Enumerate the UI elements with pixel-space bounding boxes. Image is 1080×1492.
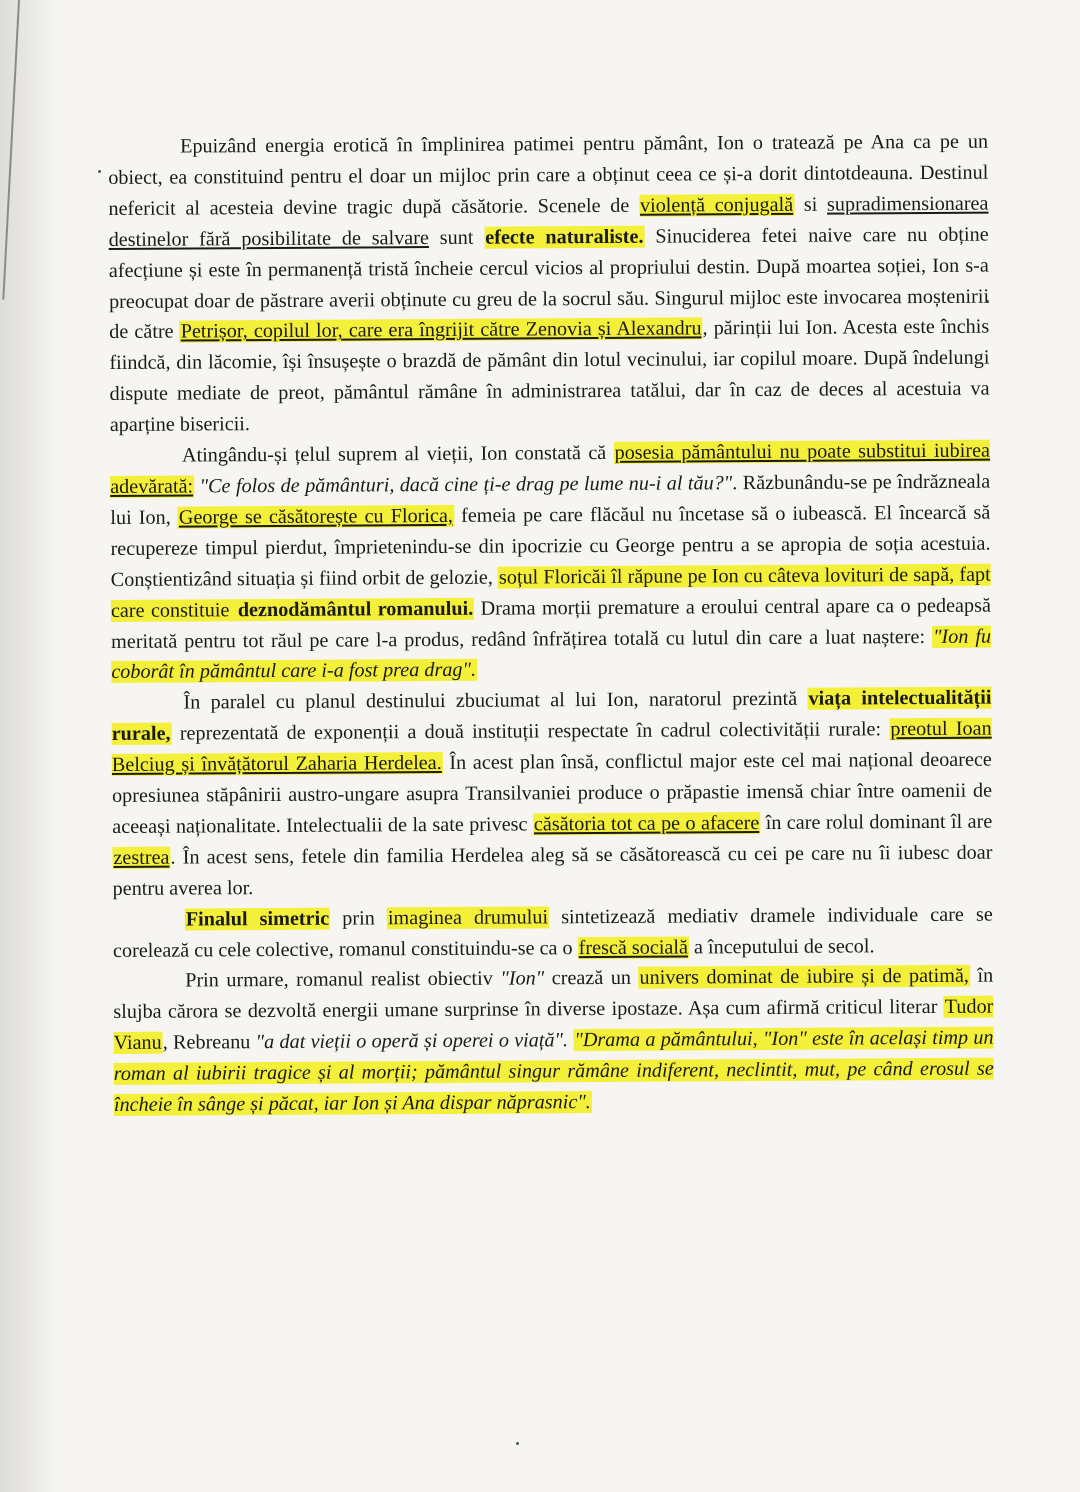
paragraph-4: Finalul simetric prin imaginea drumului sintetizează mediativ dramele individuale care se corelează cu cele colective, romanul constituindu-se ca o frescă socială a începutului de secol.	[112, 903, 993, 962]
scan-speck	[516, 1442, 519, 1445]
paragraph-5: Prin urmare, romanul realist obiectiv "Ion" crează un univers dominat de iubire și de patimă, în slujba cărora se dezvoltă energii umane surprinse în diverse ipostaze. Așa cum afirmă criticul literar Tudor Vianu, Rebreanu "a dat vieții o operă și operei o viață". "Drama a pământului, "Ion" este în același timp un roman al iubirii tragice și al morții; pământul singur rămâne indiferent, neclintit, mut, pe când erosul se încheie în sânge și păcat, iar Ion și Ana dispar năprasnic".	[113, 965, 994, 1117]
page-edge-shadow	[0, 0, 60, 1492]
document-body	[108, 127, 994, 1121]
paragraph-3: În paralel cu planul destinului zbuciumat al lui Ion, naratorul prezintă viața intelectualității rurale, reprezentată de exponenții a două instituții respectate în cadrul colectivității rurale: preotul Ioan Belciug și învățătorul Zaharia Herdelea. În acest plan însă, conflictul major este cel mai național deoarece opresiunea stăpânirii austro-ungare asupra Transilvaniei produce o prăpastie imensă chiar între oamenii de aceeași naționalitate. Intelectualii de la sate privesc căsătoria tot ca pe o afacere în care rolul dominant îl are zestrea. În acest sens, fetele din familia Herdelea aleg să se căsătorească cu cei pe care nu îi iubesc doar pentru averea lor.	[111, 686, 993, 900]
scan-speck	[98, 170, 101, 173]
paragraph-2: Atingându-și țelul suprem al vieții, Ion constată că posesia pământului nu poate substitui iubirea adevărată: "Ce folos de pământuri, dacă cine ți-e drag pe lume nu-i al tău?". Răzbunându-se pe îndrăzneala lui Ion, George se căsătorește cu Florica, femeia pe care flăcăul nu încetase să o iubească. El încearcă să recupereze timpul pierdut, împrietenindu-se din ipocrizie cu George pentru a se apropia de soția acestuia. Conștientizând situația și fiind orbit de gelozie, soțul Floricăi îl răpune pe Ion cu câteva lovituri de sapă, fapt care constituie deznodământul romanului. Drama morții premature a eroului central apare ca o pedeapsă meritată pentru tot răul pe care l-a produs, redând înfrățirea totală cu lutul din care a luat naștere: "Ion fu coborât în pământul care i-a fost prea drag".	[110, 439, 992, 684]
paragraph-1: Epuizând energia erotică în împlinirea patimei pentru pământ, Ion o tratează pe Ana ca pe un obiect, ea constituind pentru el doar un mijloc prin care a obținut ceea ce și-a dorit dintotdeauna. Destinul nefericit al acesteia devine tragic după căsătorie. Scenele de violență conjugală si supradimensionarea destinelor fără posibilitate de salvare sunt efecte naturaliste. Sinuciderea fetei naive care nu obține afecțiune și este în permanență tristă încheie cercul vicios al propriului destin. După moartea soției, Ion s-a preocupat doar de păstrare averii obținute cu greu de la socrul său. Singurul mijloc este invocarea moștenirii de către Petrișor, copilul lor, care era îngrijit către Zenovia și Alexandru, părinții lui Ion. Acesta este închis fiindcă, din lăcomie, își însușește o brazdă de pământ din lotul vecinului, iar copilul moare. După îndelungi dispute mediate de preot, pământul rămâne în administrarea tatălui, dar în caz de deces al acestuia va aparține bisericii.	[108, 130, 990, 437]
